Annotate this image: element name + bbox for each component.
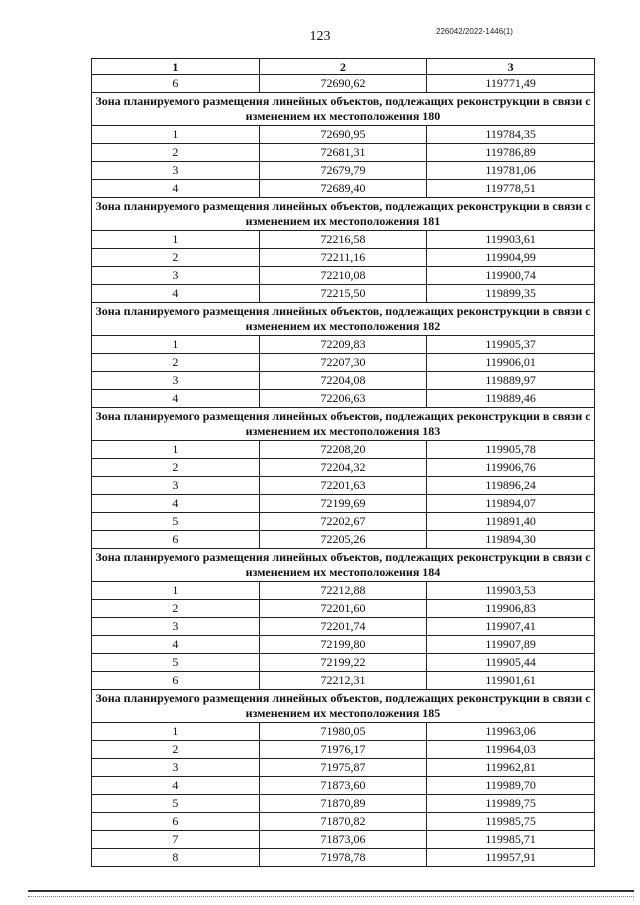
x-coordinate-cell: 72204,08 — [259, 372, 427, 390]
y-coordinate-cell: 119786,89 — [427, 144, 595, 162]
x-coordinate-cell: 72207,30 — [259, 354, 427, 372]
table-row — [92, 372, 595, 390]
table-row — [92, 285, 595, 303]
zone-header-row — [92, 408, 595, 441]
zone-header-row — [92, 93, 595, 126]
x-coordinate-cell: 72209,83 — [259, 336, 427, 354]
zone-header-row — [92, 690, 595, 723]
zone-title: Зона планируемого размещения линейных объектов, подлежащих реконструкции в связи с изменением их местоположения 181 — [92, 198, 595, 231]
x-coordinate-cell: 72690,62 — [259, 75, 427, 93]
y-coordinate-cell: 119985,75 — [427, 813, 595, 831]
y-coordinate-cell: 119903,61 — [427, 231, 595, 249]
table-row — [92, 831, 595, 849]
point-number-cell: 2 — [92, 459, 260, 477]
y-coordinate-cell: 119778,51 — [427, 180, 595, 198]
point-number-cell: 3 — [92, 162, 260, 180]
point-number-cell: 2 — [92, 249, 260, 267]
zone-header-row — [92, 549, 595, 582]
point-number-cell: 2 — [92, 144, 260, 162]
table-row — [92, 231, 595, 249]
point-number-cell: 4 — [92, 285, 260, 303]
table-header-row — [92, 59, 595, 75]
zone-title: Зона планируемого размещения линейных объектов, подлежащих реконструкции в связи с изменением их местоположения 184 — [92, 549, 595, 582]
table-row — [92, 249, 595, 267]
zone-header-row — [92, 303, 595, 336]
y-coordinate-cell: 119903,53 — [427, 582, 595, 600]
y-coordinate-cell: 119894,07 — [427, 495, 595, 513]
point-number-cell: 1 — [92, 723, 260, 741]
y-coordinate-cell: 119891,40 — [427, 513, 595, 531]
point-number-cell: 3 — [92, 267, 260, 285]
point-number-cell: 3 — [92, 477, 260, 495]
y-coordinate-cell: 119964,03 — [427, 741, 595, 759]
zone-title: Зона планируемого размещения линейных объектов, подлежащих реконструкции в связи с изменением их местоположения 185 — [92, 690, 595, 723]
y-coordinate-cell: 119889,97 — [427, 372, 595, 390]
y-coordinate-cell: 119894,30 — [427, 531, 595, 549]
table-row — [92, 459, 595, 477]
table-row — [92, 777, 595, 795]
table-row — [92, 795, 595, 813]
x-coordinate-cell: 72679,79 — [259, 162, 427, 180]
y-coordinate-cell: 119906,83 — [427, 600, 595, 618]
footer-rule-dotted — [28, 896, 634, 897]
point-number-cell: 2 — [92, 354, 260, 372]
table-row — [92, 723, 595, 741]
y-coordinate-cell: 119900,74 — [427, 267, 595, 285]
table-row — [92, 582, 595, 600]
point-number-cell: 6 — [92, 531, 260, 549]
point-number-cell: 1 — [92, 231, 260, 249]
table-row — [92, 513, 595, 531]
table-row — [92, 636, 595, 654]
coordinates-table — [91, 58, 595, 867]
point-number-cell: 2 — [92, 741, 260, 759]
point-number-cell: 1 — [92, 441, 260, 459]
table-row — [92, 144, 595, 162]
point-number-cell: 5 — [92, 513, 260, 531]
x-coordinate-cell: 71976,17 — [259, 741, 427, 759]
x-coordinate-cell: 71978,78 — [259, 849, 427, 867]
point-number-cell: 6 — [92, 813, 260, 831]
point-number-cell: 1 — [92, 582, 260, 600]
table-row — [92, 126, 595, 144]
table-row — [92, 849, 595, 867]
y-coordinate-cell: 119905,44 — [427, 654, 595, 672]
x-coordinate-cell: 71870,89 — [259, 795, 427, 813]
point-number-cell: 3 — [92, 372, 260, 390]
y-coordinate-cell: 119957,91 — [427, 849, 595, 867]
y-coordinate-cell: 119906,01 — [427, 354, 595, 372]
zone-header-row — [92, 198, 595, 231]
point-number-cell: 4 — [92, 495, 260, 513]
y-coordinate-cell: 119781,06 — [427, 162, 595, 180]
x-coordinate-cell: 72216,58 — [259, 231, 427, 249]
table-row — [92, 441, 595, 459]
zone-title: Зона планируемого размещения линейных объектов, подлежащих реконструкции в связи с изменением их местоположения 180 — [92, 93, 595, 126]
table-row — [92, 354, 595, 372]
y-coordinate-cell: 119907,89 — [427, 636, 595, 654]
x-coordinate-cell: 72202,67 — [259, 513, 427, 531]
y-coordinate-cell: 119989,75 — [427, 795, 595, 813]
x-coordinate-cell: 72212,88 — [259, 582, 427, 600]
table-row — [92, 531, 595, 549]
x-coordinate-cell: 71873,60 — [259, 777, 427, 795]
y-coordinate-cell: 119896,24 — [427, 477, 595, 495]
column-header-number: 1 — [92, 59, 260, 75]
table-row — [92, 759, 595, 777]
table-row — [92, 390, 595, 408]
y-coordinate-cell: 119784,35 — [427, 126, 595, 144]
table-row — [92, 813, 595, 831]
table-row — [92, 618, 595, 636]
y-coordinate-cell: 119962,81 — [427, 759, 595, 777]
table-row — [92, 267, 595, 285]
x-coordinate-cell: 72206,63 — [259, 390, 427, 408]
table-body — [92, 75, 595, 867]
zone-title: Зона планируемого размещения линейных объектов, подлежащих реконструкции в связи с изменением их местоположения 183 — [92, 408, 595, 441]
zone-title: Зона планируемого размещения линейных объектов, подлежащих реконструкции в связи с изменением их местоположения 182 — [92, 303, 595, 336]
x-coordinate-cell: 72690,95 — [259, 126, 427, 144]
point-number-cell: 8 — [92, 849, 260, 867]
point-number-cell: 2 — [92, 600, 260, 618]
point-number-cell: 4 — [92, 390, 260, 408]
y-coordinate-cell: 119907,41 — [427, 618, 595, 636]
x-coordinate-cell: 72215,50 — [259, 285, 427, 303]
x-coordinate-cell: 72199,22 — [259, 654, 427, 672]
y-coordinate-cell: 119904,99 — [427, 249, 595, 267]
x-coordinate-cell: 72212,31 — [259, 672, 427, 690]
x-coordinate-cell: 72689,40 — [259, 180, 427, 198]
x-coordinate-cell: 72199,80 — [259, 636, 427, 654]
point-number-cell: 5 — [92, 654, 260, 672]
page-number: 123 — [309, 29, 331, 44]
y-coordinate-cell: 119905,78 — [427, 441, 595, 459]
table-row — [92, 672, 595, 690]
x-coordinate-cell: 71870,82 — [259, 813, 427, 831]
x-coordinate-cell: 72211,16 — [259, 249, 427, 267]
table-row — [92, 477, 595, 495]
document-id: 226042/2022-1446(1) — [436, 27, 513, 36]
y-coordinate-cell: 119889,46 — [427, 390, 595, 408]
footer-rule — [28, 890, 634, 892]
table-row — [92, 600, 595, 618]
x-coordinate-cell: 72210,08 — [259, 267, 427, 285]
point-number-cell: 3 — [92, 759, 260, 777]
point-number-cell: 7 — [92, 831, 260, 849]
x-coordinate-cell: 71980,05 — [259, 723, 427, 741]
x-coordinate-cell: 72201,63 — [259, 477, 427, 495]
y-coordinate-cell: 119899,35 — [427, 285, 595, 303]
x-coordinate-cell: 71873,06 — [259, 831, 427, 849]
x-coordinate-cell: 72205,26 — [259, 531, 427, 549]
y-coordinate-cell: 119906,76 — [427, 459, 595, 477]
x-coordinate-cell: 72199,69 — [259, 495, 427, 513]
x-coordinate-cell: 71975,87 — [259, 759, 427, 777]
table-row — [92, 336, 595, 354]
x-coordinate-cell: 72681,31 — [259, 144, 427, 162]
point-number-cell: 5 — [92, 795, 260, 813]
y-coordinate-cell: 119901,61 — [427, 672, 595, 690]
column-header-y: 3 — [427, 59, 595, 75]
point-number-cell: 6 — [92, 75, 260, 93]
y-coordinate-cell: 119963,06 — [427, 723, 595, 741]
x-coordinate-cell: 72201,60 — [259, 600, 427, 618]
y-coordinate-cell: 119985,71 — [427, 831, 595, 849]
table-row — [92, 75, 595, 93]
table-row — [92, 180, 595, 198]
table-row — [92, 654, 595, 672]
y-coordinate-cell: 119771,49 — [427, 75, 595, 93]
table-row — [92, 495, 595, 513]
point-number-cell: 1 — [92, 126, 260, 144]
table-row — [92, 162, 595, 180]
point-number-cell: 3 — [92, 618, 260, 636]
x-coordinate-cell: 72208,20 — [259, 441, 427, 459]
x-coordinate-cell: 72204,32 — [259, 459, 427, 477]
y-coordinate-cell: 119989,70 — [427, 777, 595, 795]
point-number-cell: 4 — [92, 180, 260, 198]
point-number-cell: 4 — [92, 636, 260, 654]
x-coordinate-cell: 72201,74 — [259, 618, 427, 636]
point-number-cell: 6 — [92, 672, 260, 690]
table-row — [92, 741, 595, 759]
point-number-cell: 1 — [92, 336, 260, 354]
column-header-x: 2 — [259, 59, 427, 75]
y-coordinate-cell: 119905,37 — [427, 336, 595, 354]
point-number-cell: 4 — [92, 777, 260, 795]
